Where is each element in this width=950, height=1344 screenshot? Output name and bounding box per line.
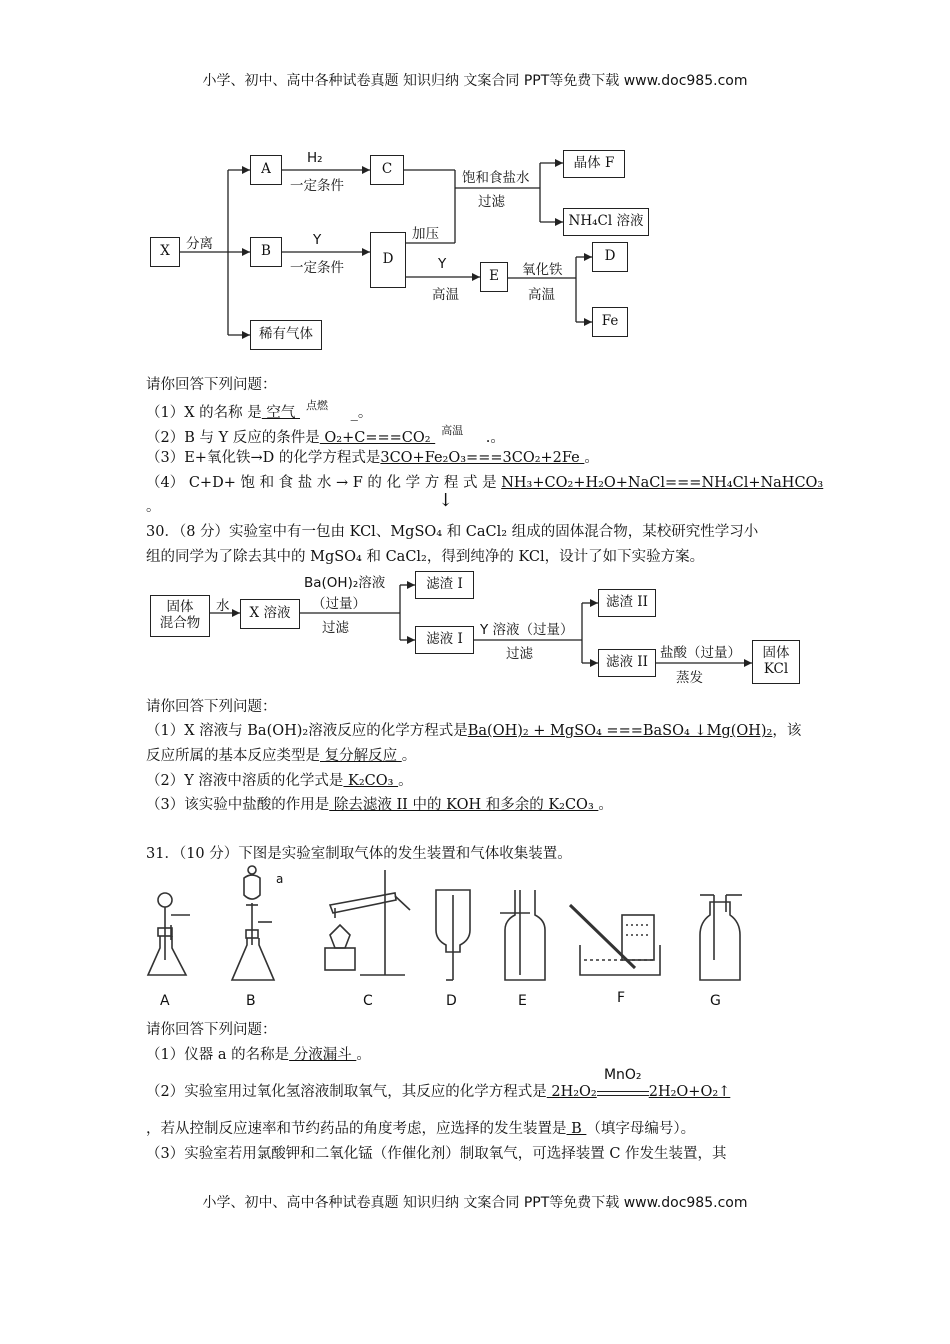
q31-intro: 请你回答下列问题： xyxy=(146,1022,277,1038)
q30-line-1: （1）X 溶液与 Ba(OH)₂溶液反应的化学方程式是Ba(OH)₂ + MgSO₄ ===BaSO₄ ↓Mg(OH)₂，该 xyxy=(146,723,802,739)
box-d2: D xyxy=(592,242,628,272)
page-header: 小学、初中、高中各种试卷真题 知识归纳 文案合同 PPT等免费下载 www.doc985.com xyxy=(202,73,748,89)
label-cond2: 一定条件 xyxy=(290,260,344,276)
apparatus-d xyxy=(436,890,470,980)
label-excess-1: （过量） xyxy=(312,596,366,612)
label-evaporate: 蒸发 xyxy=(676,670,703,686)
q29-line-4-end: 。 xyxy=(146,499,161,515)
box-x-solution: X 溶液 xyxy=(240,599,300,629)
label-sep: 分离 xyxy=(186,236,213,252)
q30-title-2: 组的同学为了除去其中的 MgSO₄ 和 CaCl₂，得到纯净的 KCl，设计了如下实验方案。 xyxy=(146,549,705,565)
box-e: E xyxy=(480,262,508,292)
label-y-solution: Y 溶液（过量） xyxy=(480,622,574,638)
apparatus-e xyxy=(500,890,545,980)
label-hot1: 高温 xyxy=(432,287,459,303)
box-crystal-f: 晶体 F xyxy=(563,150,625,178)
q29-line-2: （2）B 与 Y 反应的条件是 O₂+C===CO₂ $^{高温}$ .。 xyxy=(146,424,505,446)
q30-line-3: （2）Y 溶液中溶质的化学式是 K₂CO₃ 。 xyxy=(146,773,413,789)
label-cond1: 一定条件 xyxy=(290,178,344,194)
q30-line-4: （3）该实验中盐酸的作用是 除去滤液 II 中的 KOH 和多余的 K₂CO₃ 。 xyxy=(146,797,613,813)
q31-line-4: （3）实验室若用氯酸钾和二氧化锰（作催化剂）制取氧气，可选择装置 C 作发生装置，其 xyxy=(146,1146,727,1162)
label-filter-1: 过滤 xyxy=(322,620,349,636)
apparatus-label-e: E xyxy=(518,993,527,1009)
q30-line-2: 反应所属的基本反应类型是 复分解反应 。 xyxy=(146,748,417,764)
box-solid-kcl: 固体 KCl xyxy=(752,640,800,684)
apparatus-label-d: D xyxy=(446,993,457,1009)
page-footer: 小学、初中、高中各种试卷真题 知识归纳 文案合同 PPT等免费下载 www.doc985.com xyxy=(202,1195,748,1211)
apparatus-f xyxy=(570,905,660,975)
label-water: 水 xyxy=(216,598,230,614)
q31-line-3: ，若从控制反应速率和节约药品的角度考虑，应选择的发生装置是 B （填字母编号）。 xyxy=(146,1121,696,1137)
label-y1: Y xyxy=(313,232,322,248)
apparatus-label-f: F xyxy=(617,990,626,1006)
label-salt: 饱和食盐水 xyxy=(462,170,530,186)
label-filter: 过滤 xyxy=(478,194,505,210)
box-filtrate-2: 滤液 II xyxy=(598,649,656,677)
apparatus-label-g: G xyxy=(710,993,721,1009)
box-d: D xyxy=(370,232,406,288)
apparatus-g xyxy=(700,895,742,980)
apparatus-b xyxy=(232,866,274,980)
box-residue-1: 滤渣 I xyxy=(415,571,474,599)
catalyst-mno2: MnO₂ xyxy=(603,1067,642,1083)
q30-intro: 请你回答下列问题： xyxy=(146,699,277,715)
box-x: X xyxy=(150,237,180,267)
box-a: A xyxy=(250,155,282,185)
q30-title: 30．（8 分）实验室中有一包由 KCl、MgSO₄ 和 CaCl₂ 组成的固体混合物，某校研究性学习小 xyxy=(146,524,759,540)
box-c: C xyxy=(370,155,404,185)
box-residue-2: 滤渣 II xyxy=(598,589,656,617)
label-h2: H₂ xyxy=(307,150,323,166)
q29-intro: 请你回答下列问题： xyxy=(146,377,277,393)
box-b: B xyxy=(250,237,282,267)
box-fe: Fe xyxy=(592,307,628,337)
box-filtrate-1: 滤液 I xyxy=(415,626,474,654)
label-filter-2: 过滤 xyxy=(506,646,533,662)
apparatus-a xyxy=(148,893,190,975)
apparatus-c xyxy=(325,870,410,975)
apparatus-mark-a: a xyxy=(276,872,284,886)
box-rare-gas: 稀有气体 xyxy=(250,320,322,350)
label-hcl: 盐酸（过量） xyxy=(660,645,741,661)
apparatus-label-c: C xyxy=(363,993,373,1009)
box-solid-mixture: 固体 混合物 xyxy=(150,595,210,637)
label-press: 加压 xyxy=(412,226,439,242)
label-y2: Y xyxy=(438,256,447,272)
box-nh4cl: NH₄Cl 溶液 xyxy=(563,208,649,236)
down-arrow-icon: ↓ xyxy=(438,490,454,511)
label-hot2: 高温 xyxy=(528,287,555,303)
q31-title: 31．（10 分）下图是实验室制取气体的发生装置和气体收集装置。 xyxy=(146,846,572,862)
label-baoh2: Ba(OH)₂溶液 xyxy=(304,575,386,591)
q29-line-1: （1）X 的名称 是 空气 $^{点燃}$ _。 xyxy=(146,399,373,421)
label-fe2o3: 氧化铁 xyxy=(522,262,563,278)
q31-line-2: （2）实验室用过氧化氢溶液制取氧气，其反应的化学方程式是 2H₂O₂ MnO₂ 2H₂O+O₂↑ xyxy=(146,1067,731,1100)
apparatus-label-a: A xyxy=(160,993,170,1009)
q29-line-4: （4） C+D+ 饱 和 食 盐 水 → F 的 化 学 方 程 式 是 NH₃+CO₂+H₂O+NaCl===NH₄Cl+NaHCO₃ xyxy=(146,475,824,491)
apparatus-label-b: B xyxy=(246,993,256,1009)
q31-line-1: （1）仪器 a 的名称是 分液漏斗 。 xyxy=(146,1047,371,1063)
q29-line-3: （3）E+氧化铁→D 的化学方程式是3CO+Fe₂O₃===3CO₂+2Fe 。 xyxy=(146,450,599,466)
